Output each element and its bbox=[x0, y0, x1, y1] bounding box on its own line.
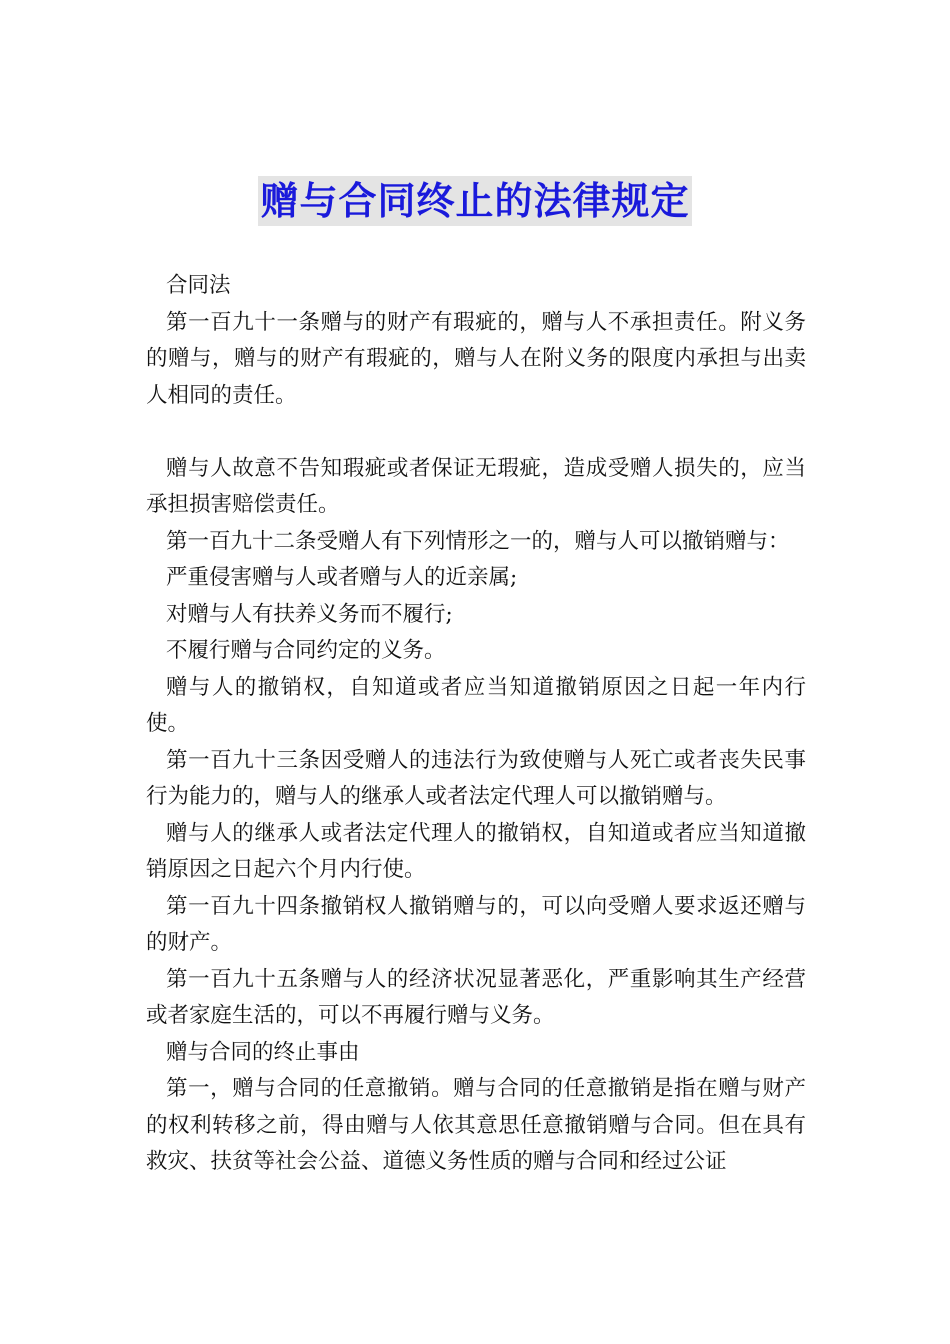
paragraph-article-192-item-1: 严重侵害赠与人或者赠与人的近亲属; bbox=[166, 565, 518, 590]
blank-line bbox=[146, 414, 806, 451]
paragraph-article-192: 第一百九十二条受赠人有下列情形之一的，赠与人可以撤销赠与： bbox=[166, 528, 790, 554]
paragraph-article-191-damages: 赠与人故意不告知瑕疵或者保证无瑕疵，造成受赠人损失的，应当承担损害赔偿责任。 bbox=[146, 455, 806, 517]
paragraph-article-193: 第一百九十三条因受赠人的违法行为致使赠与人死亡或者丧失民事行为能力的，赠与人的继承人或者法定代理人可以撤销赠与。 bbox=[146, 747, 806, 809]
paragraph-article-195: 第一百九十五条赠与人的经济状况显著恶化，严重影响其生产经营或者家庭生活的，可以不再履行赠与义务。 bbox=[146, 966, 806, 1028]
paragraph-article-192-item-3: 不履行赠与合同约定的义务。 bbox=[166, 638, 446, 663]
paragraph-article-191: 第一百九十一条赠与的财产有瑕疵的，赠与人不承担责任。附义务的赠与，赠与的财产有瑕疵的，赠与人在附义务的限度内承担与出卖人相同的责任。 bbox=[146, 309, 806, 408]
section-heading-termination: 赠与合同的终止事由 bbox=[166, 1039, 360, 1065]
document-title: 赠与合同终止的法律规定 bbox=[258, 176, 691, 226]
paragraph-article-194: 第一百九十四条撤销权人撤销赠与的，可以向受赠人要求返还赠与的财产。 bbox=[146, 893, 806, 955]
title-container bbox=[0, 176, 950, 226]
paragraph-first-arbitrary-revocation: 第一，赠与合同的任意撤销。赠与合同的任意撤销是指在赠与财产的权利转移之前，得由赠与人依其意思任意撤销赠与合同。但在具有救灾、扶贫等社会公益、道德义务性质的赠与合同和经过公证 bbox=[146, 1076, 806, 1174]
paragraph-article-193-period: 赠与人的继承人或者法定代理人的撤销权，自知道或者应当知道撤销原因之日起六个月内行使。 bbox=[146, 820, 806, 882]
document-body bbox=[146, 268, 806, 1181]
paragraph-law-name: 合同法 bbox=[166, 273, 231, 298]
paragraph-revocation-period: 赠与人的撤销权，自知道或者应当知道撤销原因之日起一年内行使。 bbox=[146, 674, 806, 736]
paragraph-article-192-item-2: 对赠与人有扶养义务而不履行; bbox=[166, 601, 453, 627]
